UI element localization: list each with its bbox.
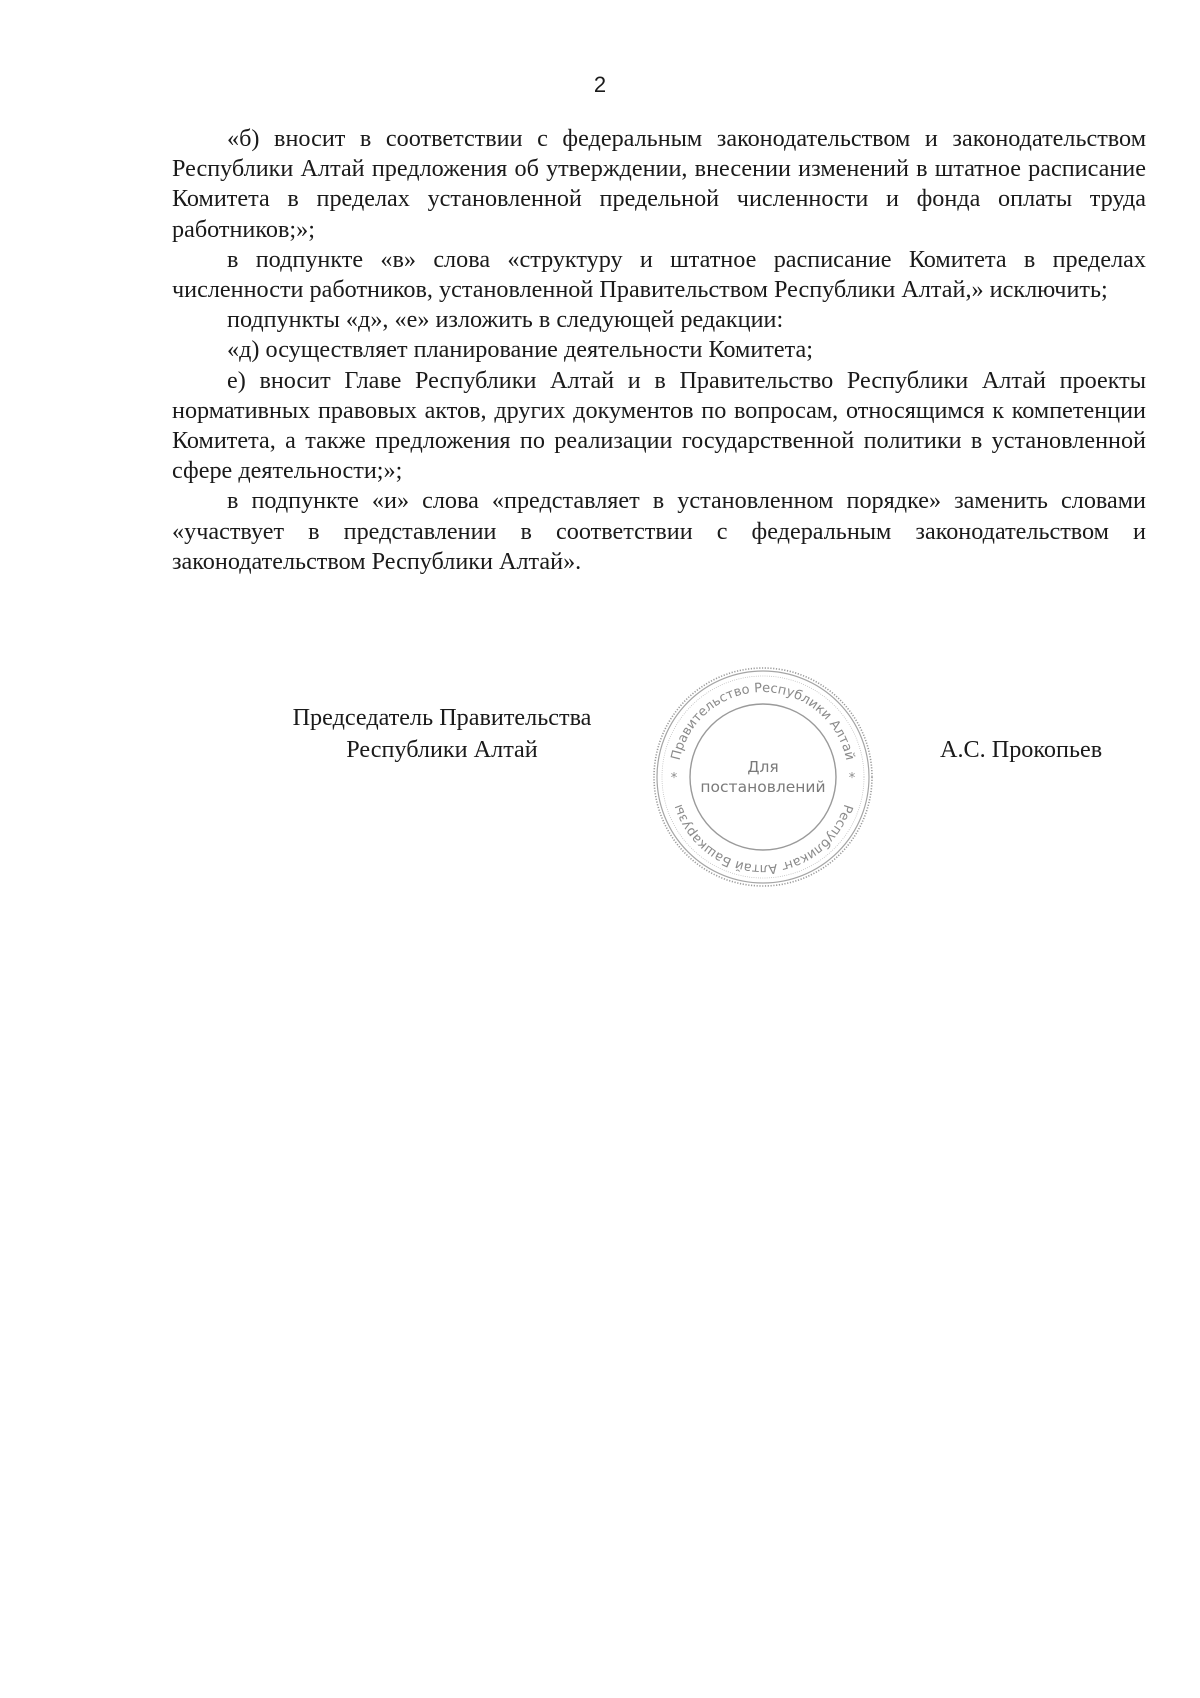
paragraph-d: «д) осуществляет планирование деятельности Комитета; — [227, 336, 813, 364]
paragraph-e: е) вносит Главе Республики Алтай и в Правительство Республики Алтай проекты нормативных правовых актов, других документов по вопросам, относящимся к компетенции Комитета, а также предложения по реализации государственной политики в установленной сфере деятельности;»; — [172, 366, 1146, 485]
signatory-title-line2: Республики Алтай — [346, 736, 538, 763]
paragraph-i: в подпункте «и» слова «представляет в установленном порядке» заменить словами «участвует в представлении в соответствии с федеральным законодательством и законодательством Республики Алтай». — [172, 487, 1146, 575]
stamp-ring-bottom-text: Республикаҥ Алтай Башкарузы — [670, 802, 856, 877]
paragraph-intro-d-e: подпункты «д», «е» изложить в следующей редакции: — [227, 306, 784, 334]
signatory-title — [262, 702, 622, 766]
stamp-star-icon: * — [848, 771, 856, 786]
signatory-title-line1: Председатель Правительства — [292, 704, 592, 731]
official-seal-stamp — [648, 662, 878, 892]
stamp-center-line1: Для — [747, 758, 779, 776]
paragraph-b: «б) вносит в соответствии с федеральным законодательством и законодательством Республики Алтай предложения об утверждении, внесении изменений в штатное расписание Комитета в пределах установленной предельной численности и фонда оплаты труда работников;»; — [172, 125, 1146, 243]
page-number: 2 — [593, 72, 607, 97]
stamp-star-icon: * — [670, 771, 678, 786]
stamp-ring-top-text: Правительство Республики Алтай — [668, 680, 858, 762]
signatory-name: А.С. Прокопьев — [940, 736, 1103, 763]
document-body — [172, 124, 1146, 577]
stamp-center-line2: постановлений — [700, 778, 826, 796]
paragraph-v: в подпункте «в» слова «структуру и штатное расписание Комитета в пределах численности работников, установленной Правительством Республики Алтай,» исключить; — [172, 245, 1146, 304]
